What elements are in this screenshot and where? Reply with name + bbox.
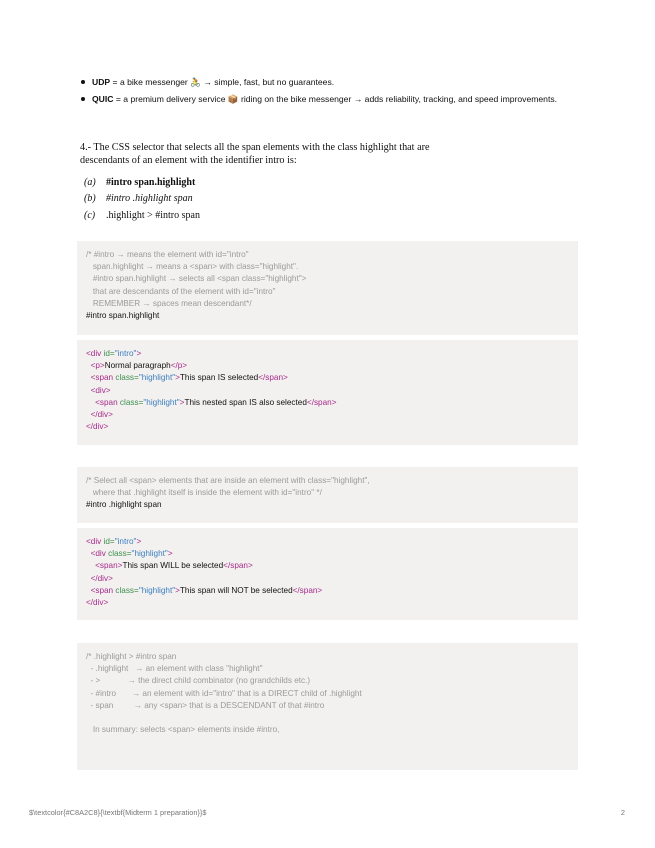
code-token: This nested span IS also selected [184,397,307,407]
code-token: id= [103,349,115,358]
bullet-list [80,76,560,110]
code-block-css-b [77,467,578,523]
page-footer-label: $\textcolor{#C8A2C8}{\textbf{Midterm 1 preparation}}$ [29,808,207,817]
code-token: > [136,537,142,546]
code-token: > [175,373,180,383]
code-token: <span [90,373,116,383]
bullet-dot [81,97,85,101]
code-token: This span will NOT be selected [179,585,293,595]
code-token: <div [86,349,104,358]
code-token: </div> [86,598,109,608]
code-comment: /* .highlight > #intro span - .highlight → an element with class "highlight" - > → the direct child combinator (no grandchilds etc.) - #intro → an element with id="intro" that is a DIRECT child of .highlight - span → any <span> that is a DESCENDANT of that #intro In summary: selects <span> elements inside #intro, [86,652,362,735]
option-text: #intro span.highlight [106,176,196,188]
page-number: 2 [620,808,625,817]
code-comment: /* #intro → means the element with id="intro" span.highlight → means a <span> with class="highlight". #intro span.highlight → selects all <span class="highlight"> that are descendants of the element with id="intro" REMEMBER → spaces mean descendant*/ [86,250,307,308]
bullet-dot [81,80,85,84]
option-label: (c) [84,209,96,221]
code-token: This span WILL be selected [122,561,224,571]
code-selector: #intro .highlight span [86,500,162,510]
code-token: > [167,549,173,559]
code-token: </div> [86,422,109,432]
code-selector: #intro span.highlight [86,311,160,321]
code-token: class= [115,585,139,595]
option-text: #intro .highlight span [106,193,193,205]
bullet-quic [80,93,560,105]
bullet-udp [80,76,560,88]
code-token: <p> [90,361,105,371]
code-block-html-b [77,528,578,620]
code-token: </span> [292,585,323,595]
code-token: > [175,585,180,595]
code-token: class= [115,373,139,383]
code-token: "highlight" [138,373,176,383]
code-token: "intro" [114,349,137,358]
code-token: Normal paragraph [104,361,171,371]
bullet-term: UDP [92,77,111,87]
code-block-css-c [77,643,578,770]
bullet-text: = a bike messenger 🚴 → simple, fast, but no guarantees. [110,77,335,87]
code-token: </p> [170,361,188,371]
code-token: <div [90,549,109,559]
code-token: class= [108,549,132,559]
code-token: "highlight" [131,549,168,559]
code-block-html-a [77,340,578,445]
code-token: </span> [306,397,337,407]
code-token: This span IS selected [179,373,259,383]
code-comment: /* Select all <span> elements that are inside an element with class="highlight", where that .highlight itself is inside the element with id="intro" */ [86,476,370,498]
bullet-text: = a premium delivery service 📦 riding on the bike messenger → adds reliability, tracking, and speed improvements. [113,94,558,104]
code-block-css-a [77,241,578,335]
code-token: <span> [95,561,123,571]
bullet-term: QUIC [92,94,114,104]
code-token: "highlight" [143,397,180,407]
option-c [84,207,200,224]
option-label: (b) [84,193,96,205]
code-token: <div> [90,385,111,395]
code-token: id= [103,537,115,546]
option-b [84,191,200,208]
code-token: <span [90,585,116,595]
answer-options [84,174,200,224]
code-token: class= [119,397,144,407]
code-token: <div [86,537,104,546]
code-token: </div> [90,573,113,583]
option-label: (a) [84,176,96,188]
option-a [84,174,200,191]
option-text: .highlight > #intro span [106,209,200,221]
code-token: "highlight" [138,585,176,595]
code-token: > [136,349,142,358]
code-token: </span> [258,373,288,383]
question-text: 4.- The CSS selector that selects all the span elements with the class highlight that are descendants of an element with the identifier intro is: [80,142,430,166]
code-token: <span [95,397,120,407]
code-token: "intro" [114,537,137,546]
code-token: > [179,397,185,407]
code-token: </div> [90,410,113,420]
code-token: </span> [223,561,253,571]
